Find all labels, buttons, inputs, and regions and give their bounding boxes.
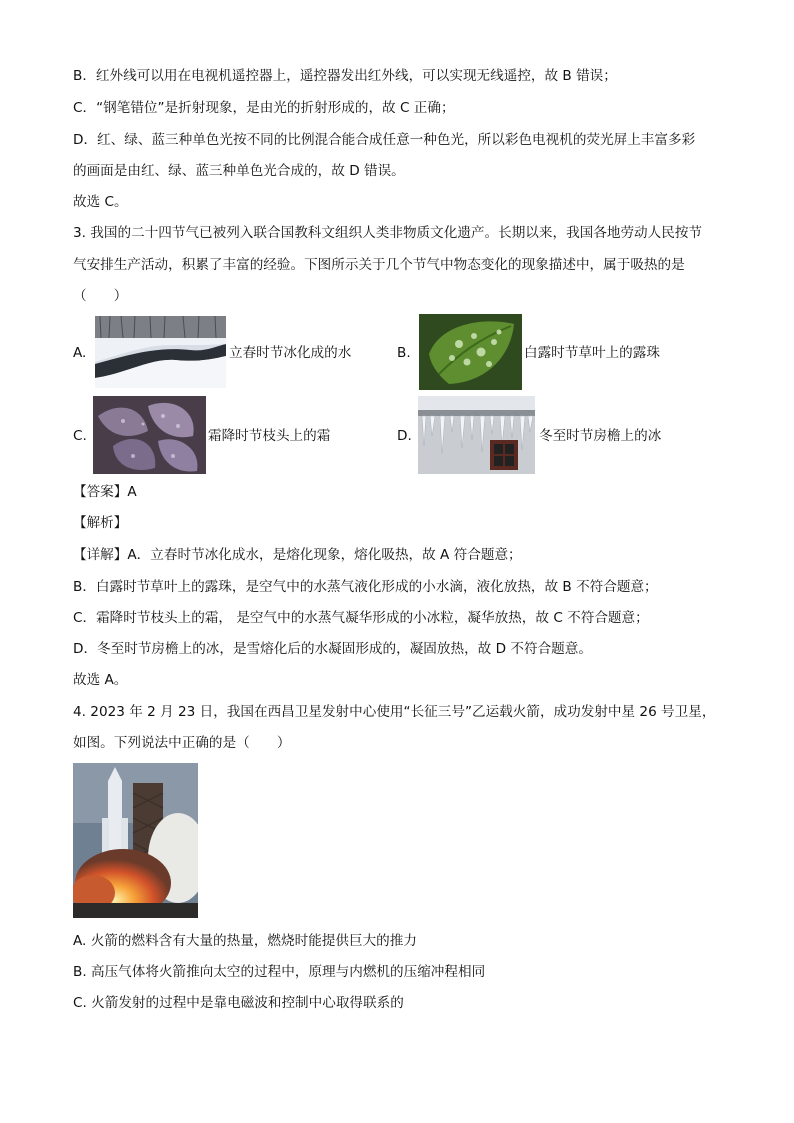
option-b-text: 白露时节草叶上的露珠 bbox=[524, 345, 660, 361]
option-d-label: D. bbox=[397, 428, 412, 444]
text-line: 故选 A。 bbox=[73, 672, 128, 688]
option-d-image-icicles-eaves bbox=[418, 396, 535, 474]
option-a-label: A. bbox=[73, 345, 87, 361]
text-line: D．红、绿、蓝三种单色光按不同的比例混合能合成任意一种色光，所以彩色电视机的荧光屏上丰富多彩 bbox=[73, 132, 696, 148]
option-c-label: C. bbox=[73, 428, 87, 444]
question-3-text: 3. 我国的二十四节气已被列入联合国教科文组织人类非物质文化遗产。长期以来，我国各地劳动人民按节 bbox=[73, 225, 703, 241]
option-a-image-frozen-river bbox=[95, 316, 226, 388]
rocket-launch-image bbox=[73, 763, 198, 918]
text-line: C．“钢笔错位”是折射现象，是由光的折射形成的，故 C 正确； bbox=[73, 100, 455, 116]
question-3-text: 气安排生产活动，积累了丰富的经验。下图所示关于几个节气中物态变化的现象描述中，属于吸热的是 bbox=[73, 257, 685, 273]
question-4-text: 4. 2023 年 2 月 23 日，我国在西昌卫星发射中心使用“长征三号”乙运载火箭，成功发射中星 26 号卫星， bbox=[73, 704, 716, 720]
answer-label: 【答案】A bbox=[73, 484, 137, 500]
option-b-label: B. bbox=[397, 345, 411, 361]
option-c-image-frost-leaves bbox=[93, 396, 206, 474]
detail-line: B．白露时节草叶上的露珠，是空气中的水蒸气液化形成的小水滴，液化放热，故 B 不符合题意； bbox=[73, 579, 658, 595]
detail-line: D．冬至时节房檐上的冰，是雪熔化后的水凝固形成的，凝固放热，故 D 不符合题意。 bbox=[73, 641, 592, 657]
text-line: B．红外线可以用在电视机遥控器上，遥控器发出红外线，可以实现无线遥控，故 B 错误； bbox=[73, 68, 617, 84]
question-4-text: 如图。下列说法中正确的是（ ） bbox=[73, 735, 291, 751]
option-4b: B. 高压气体将火箭推向太空的过程中，原理与内燃机的压缩冲程相同 bbox=[73, 964, 486, 980]
option-c-text: 霜降时节枝头上的霜 bbox=[208, 428, 331, 444]
text-line: 故选 C。 bbox=[73, 194, 128, 210]
detail-line: C．霜降时节枝头上的霜， 是空气中的水蒸气凝华形成的小冰粒，凝华放热，故 C 不符合题意； bbox=[73, 610, 649, 626]
option-4c: C. 火箭发射的过程中是靠电磁波和控制中心取得联系的 bbox=[73, 995, 404, 1011]
question-3-blank: （ ） bbox=[73, 288, 128, 304]
detail-line: 【详解】A．立春时节冰化成水，是熔化现象，熔化吸热，故 A 符合题意； bbox=[73, 547, 522, 563]
option-4a: A. 火箭的燃料含有大量的热量，燃烧时能提供巨大的推力 bbox=[73, 933, 417, 949]
option-a-text: 立春时节冰化成的水 bbox=[229, 345, 352, 361]
text-line: 的画面是由红、绿、蓝三种单色光合成的，故 D 错误。 bbox=[73, 163, 405, 179]
analysis-label: 【解析】 bbox=[73, 515, 128, 531]
option-b-image-dewdrops-leaf bbox=[419, 314, 522, 390]
option-d-text: 冬至时节房檐上的冰 bbox=[539, 428, 662, 444]
